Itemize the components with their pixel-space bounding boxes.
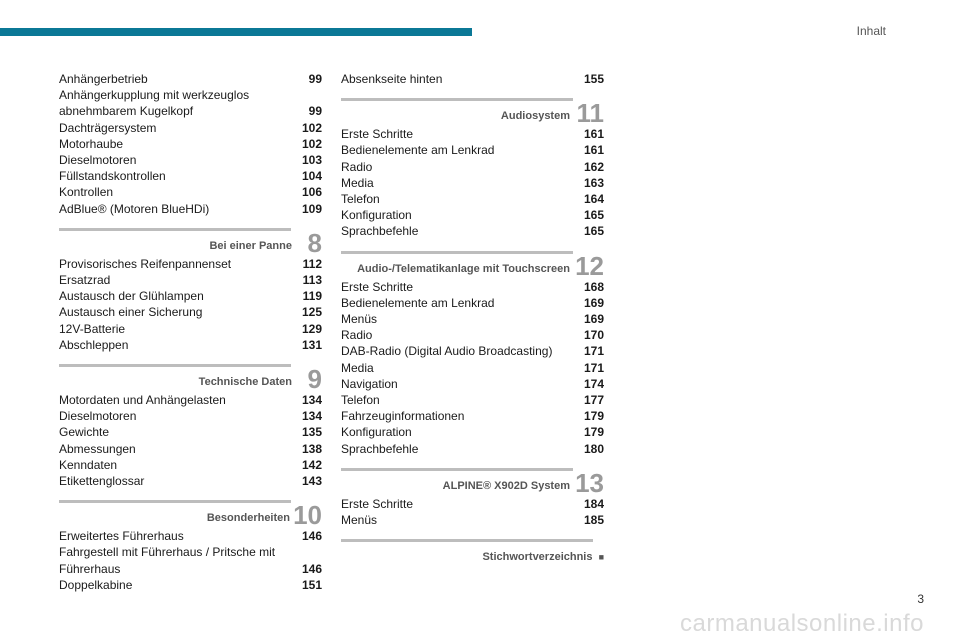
- toc-entry-page: 174: [583, 376, 604, 391]
- toc-entry[interactable]: [341, 327, 604, 343]
- toc-entry-page: 163: [583, 175, 604, 190]
- toc-entry-page: 99: [308, 104, 322, 119]
- toc-entry[interactable]: [59, 321, 322, 337]
- toc-entry-page: 162: [583, 159, 604, 174]
- toc-entry[interactable]: [341, 343, 604, 359]
- toc-entry-page: 103: [301, 153, 322, 168]
- toc-entry-page: 143: [301, 474, 322, 489]
- toc-entry-page: 102: [301, 120, 322, 135]
- toc-entry-title: Konfiguration: [341, 425, 412, 440]
- toc-entry[interactable]: [59, 544, 322, 576]
- section-header-12[interactable]: [341, 247, 604, 281]
- toc-entry-title: Media: [341, 175, 374, 190]
- toc-entry[interactable]: [341, 512, 604, 528]
- toc-entry-page: 134: [301, 409, 322, 424]
- section-label: Audio-/Telematikanlage mit Touchscreen: [357, 262, 570, 275]
- toc-entry-title: Abschleppen: [59, 337, 129, 352]
- section-number: 13: [575, 467, 604, 498]
- toc-entry-title: Doppelkabine: [59, 577, 133, 592]
- toc-entry-page: 146: [301, 529, 322, 544]
- toc-entry-page: 168: [583, 279, 604, 294]
- toc-entry[interactable]: [341, 159, 604, 175]
- toc-entry[interactable]: [341, 424, 604, 440]
- toc-entry-page: 170: [583, 328, 604, 343]
- toc-entry-title: Bedienelemente am Lenkrad: [341, 295, 495, 310]
- toc-entry-page: 125: [301, 305, 322, 320]
- toc-entry-page: 112: [302, 256, 322, 271]
- toc-entry-title: Telefon: [341, 192, 380, 207]
- toc-entry-title: Anhängerbetrieb: [59, 72, 148, 86]
- toc-entry-title: Radio: [341, 159, 373, 174]
- toc-entry-page: 161: [583, 127, 604, 142]
- toc-entry-page: 129: [301, 321, 322, 336]
- section-label: [482, 551, 604, 563]
- toc-entry[interactable]: [59, 168, 322, 184]
- toc-entry-page: 106: [301, 185, 322, 200]
- toc-entry-title: Absenkseite hinten: [341, 72, 443, 86]
- toc-entry[interactable]: [341, 175, 604, 191]
- section-header-index[interactable]: [341, 535, 604, 565]
- toc-entry[interactable]: [59, 120, 322, 136]
- toc-entry[interactable]: [59, 136, 322, 152]
- toc-entry-title: Sprachbefehle: [341, 441, 419, 456]
- toc-entry[interactable]: [59, 184, 322, 200]
- toc-entry-page: 171: [583, 360, 604, 375]
- toc-entry-title: Navigation: [341, 376, 398, 391]
- toc-entry-title: Austausch der Glühlampen: [59, 289, 204, 304]
- toc-entry-page: 155: [583, 72, 604, 86]
- toc-entry-title: Dieselmotoren: [59, 153, 137, 168]
- toc-entry-page: 142: [301, 457, 322, 472]
- toc-entry-title: Fahrzeuginformationen: [341, 409, 465, 424]
- section-header-8[interactable]: [59, 224, 322, 258]
- index-label: Stichwortverzeichnis: [482, 551, 593, 564]
- toc-entry-title: Etikettenglossar: [59, 474, 145, 489]
- toc-entry-page: 161: [583, 143, 604, 158]
- toc-entry[interactable]: [341, 279, 604, 295]
- toc-entry[interactable]: [59, 256, 322, 272]
- page-number: 3: [917, 592, 924, 606]
- toc-entry[interactable]: [341, 142, 604, 158]
- section-header-11[interactable]: [341, 94, 604, 129]
- toc-entry[interactable]: [341, 191, 604, 207]
- toc-entry-page: 135: [301, 425, 322, 440]
- toc-entry-title: Provisorisches Reifenpannenset: [59, 256, 232, 271]
- toc-entry-title: DAB-Radio (Digital Audio Broadcasting): [341, 344, 553, 359]
- toc-entry-page: 169: [583, 295, 604, 310]
- toc-entry-page: 165: [583, 224, 604, 239]
- section-divider: [341, 539, 593, 542]
- toc-entry[interactable]: [59, 152, 322, 168]
- section-label: Audiosystem: [500, 110, 570, 123]
- section-label: Besonderheiten: [206, 512, 290, 525]
- toc-entry[interactable]: [59, 87, 322, 119]
- toc-entry[interactable]: [341, 295, 604, 311]
- toc-entry-page: 109: [301, 201, 322, 216]
- toc-entry-title: Kontrollen: [59, 185, 114, 200]
- toc-entry[interactable]: [59, 408, 322, 424]
- toc-entry[interactable]: [59, 473, 322, 489]
- toc-entry-title: Abmessungen: [59, 441, 136, 456]
- toc-entry-title: Gewichte: [59, 425, 110, 440]
- toc-entry[interactable]: [59, 577, 322, 593]
- toc-entry-title: Telefon: [341, 393, 380, 408]
- toc-entry-page: 177: [583, 393, 604, 408]
- section-divider: [341, 98, 573, 101]
- section-header-13[interactable]: [341, 464, 604, 498]
- toc-entry-title-line: Anhängerkupplung mit werkzeuglos: [59, 88, 250, 103]
- section-label: Technische Daten: [198, 376, 292, 389]
- toc-entry-title-line: Fahrgestell mit Führerhaus / Pritsche mit: [59, 545, 276, 560]
- section-header-9[interactable]: [59, 360, 322, 395]
- toc-entry[interactable]: [341, 408, 604, 424]
- toc-entry-title: Füllstandskontrollen: [59, 169, 166, 184]
- toc-entry-title: Dieselmotoren: [59, 409, 137, 424]
- section-number: 8: [307, 227, 322, 258]
- section-divider: [59, 364, 291, 367]
- toc-entry-page: 104: [301, 169, 322, 184]
- toc-entry[interactable]: [341, 71, 604, 87]
- section-divider: [59, 228, 291, 231]
- toc-entry[interactable]: [59, 392, 322, 408]
- toc-entry[interactable]: [59, 201, 322, 217]
- toc-entry-title: Radio: [341, 328, 373, 343]
- toc-entry-page: 146: [301, 561, 322, 576]
- section-number: 10: [293, 500, 322, 531]
- toc-group-continued: [59, 71, 322, 217]
- toc-entry-page: 179: [583, 409, 604, 424]
- toc-entry-page: 138: [301, 441, 322, 456]
- section-header-10[interactable]: [59, 496, 322, 531]
- toc-entry[interactable]: [59, 441, 322, 457]
- section-divider: [341, 251, 573, 254]
- toc-entry-title: 12V-Batterie: [59, 321, 126, 336]
- toc-entry-title: Erste Schritte: [341, 496, 414, 511]
- toc-entry[interactable]: [59, 337, 322, 353]
- toc-entry[interactable]: [341, 496, 604, 512]
- toc-entry-title: Bedienelemente am Lenkrad: [341, 143, 495, 158]
- watermark-text: carmanualsonline.info: [680, 610, 924, 637]
- toc-entry-page: 102: [301, 136, 322, 151]
- toc-entry-title: Menüs: [341, 312, 378, 327]
- toc-entry-title: Erweitertes Führerhaus: [59, 529, 184, 544]
- toc-right-column: [341, 71, 604, 567]
- toc-entry[interactable]: [59, 304, 322, 320]
- section-label: Bei einer Panne: [209, 239, 292, 252]
- toc-entry[interactable]: [59, 288, 322, 304]
- toc-entry[interactable]: [341, 392, 604, 408]
- section-label: ALPINE® X902D System: [442, 479, 570, 492]
- toc-entry[interactable]: [341, 311, 604, 327]
- toc-entry-title: Ersatzrad: [59, 273, 111, 288]
- toc-entry-title: Menüs: [341, 513, 378, 528]
- toc-entry-page: 99: [308, 72, 322, 86]
- toc-entry-title: Motorhaube: [59, 136, 124, 151]
- toc-entry-title-line: abnehmbarem Kugelkopf: [59, 104, 194, 119]
- toc-entry[interactable]: [341, 126, 604, 142]
- toc-entry-page: 119: [302, 289, 322, 304]
- section-divider: [59, 500, 291, 503]
- page-header-title: Inhalt: [856, 24, 886, 38]
- toc-entry-title: Konfiguration: [341, 208, 412, 223]
- toc-entry-page: 171: [583, 344, 604, 359]
- toc-entry[interactable]: [341, 207, 604, 223]
- toc-entry-page: 113: [302, 273, 322, 288]
- toc-entry-title: Austausch einer Sicherung: [59, 305, 203, 320]
- toc-entry[interactable]: [341, 376, 604, 392]
- toc-entry-title: Sprachbefehle: [341, 224, 419, 239]
- section-divider: [341, 468, 573, 471]
- toc-entry[interactable]: [59, 457, 322, 473]
- section-number: 11: [576, 98, 604, 129]
- header-accent-bar: [0, 28, 472, 36]
- toc-entry[interactable]: [59, 528, 322, 544]
- toc-entry-page: 180: [583, 441, 604, 456]
- section-number: 9: [307, 364, 322, 395]
- toc-entry[interactable]: [341, 360, 604, 376]
- toc-entry-page: 131: [301, 337, 322, 352]
- toc-entry[interactable]: [59, 272, 322, 288]
- toc-entry-title: Erste Schritte: [341, 279, 414, 294]
- toc-entry-page: 184: [583, 496, 604, 511]
- toc-entry-page: 164: [583, 192, 604, 207]
- toc-entry[interactable]: [59, 424, 322, 440]
- toc-entry-title: AdBlue® (Motoren BlueHDi): [59, 201, 210, 216]
- toc-entry-title: Motordaten und Anhängelasten: [59, 393, 226, 408]
- toc-entry[interactable]: [341, 441, 604, 457]
- toc-entry-page: 185: [583, 513, 604, 528]
- toc-entry[interactable]: [341, 223, 604, 239]
- toc-entry-title: Media: [341, 360, 374, 375]
- section-number: 12: [575, 250, 604, 281]
- toc-entry-page: 151: [301, 577, 322, 592]
- index-marker-icon: ■: [598, 552, 604, 563]
- toc-entry-title: Dachträgersystem: [59, 120, 157, 135]
- toc-entry-page: 169: [583, 312, 604, 327]
- toc-entry-page: 179: [583, 425, 604, 440]
- toc-entry-title-line: Führerhaus: [59, 561, 121, 576]
- toc-entry-page: 134: [301, 393, 322, 408]
- toc-entry-page: 165: [583, 208, 604, 223]
- toc-entry-title: Erste Schritte: [341, 127, 414, 142]
- toc-entry-title: Kenndaten: [59, 457, 118, 472]
- toc-left-column: [59, 71, 322, 593]
- toc-entry[interactable]: [59, 71, 322, 87]
